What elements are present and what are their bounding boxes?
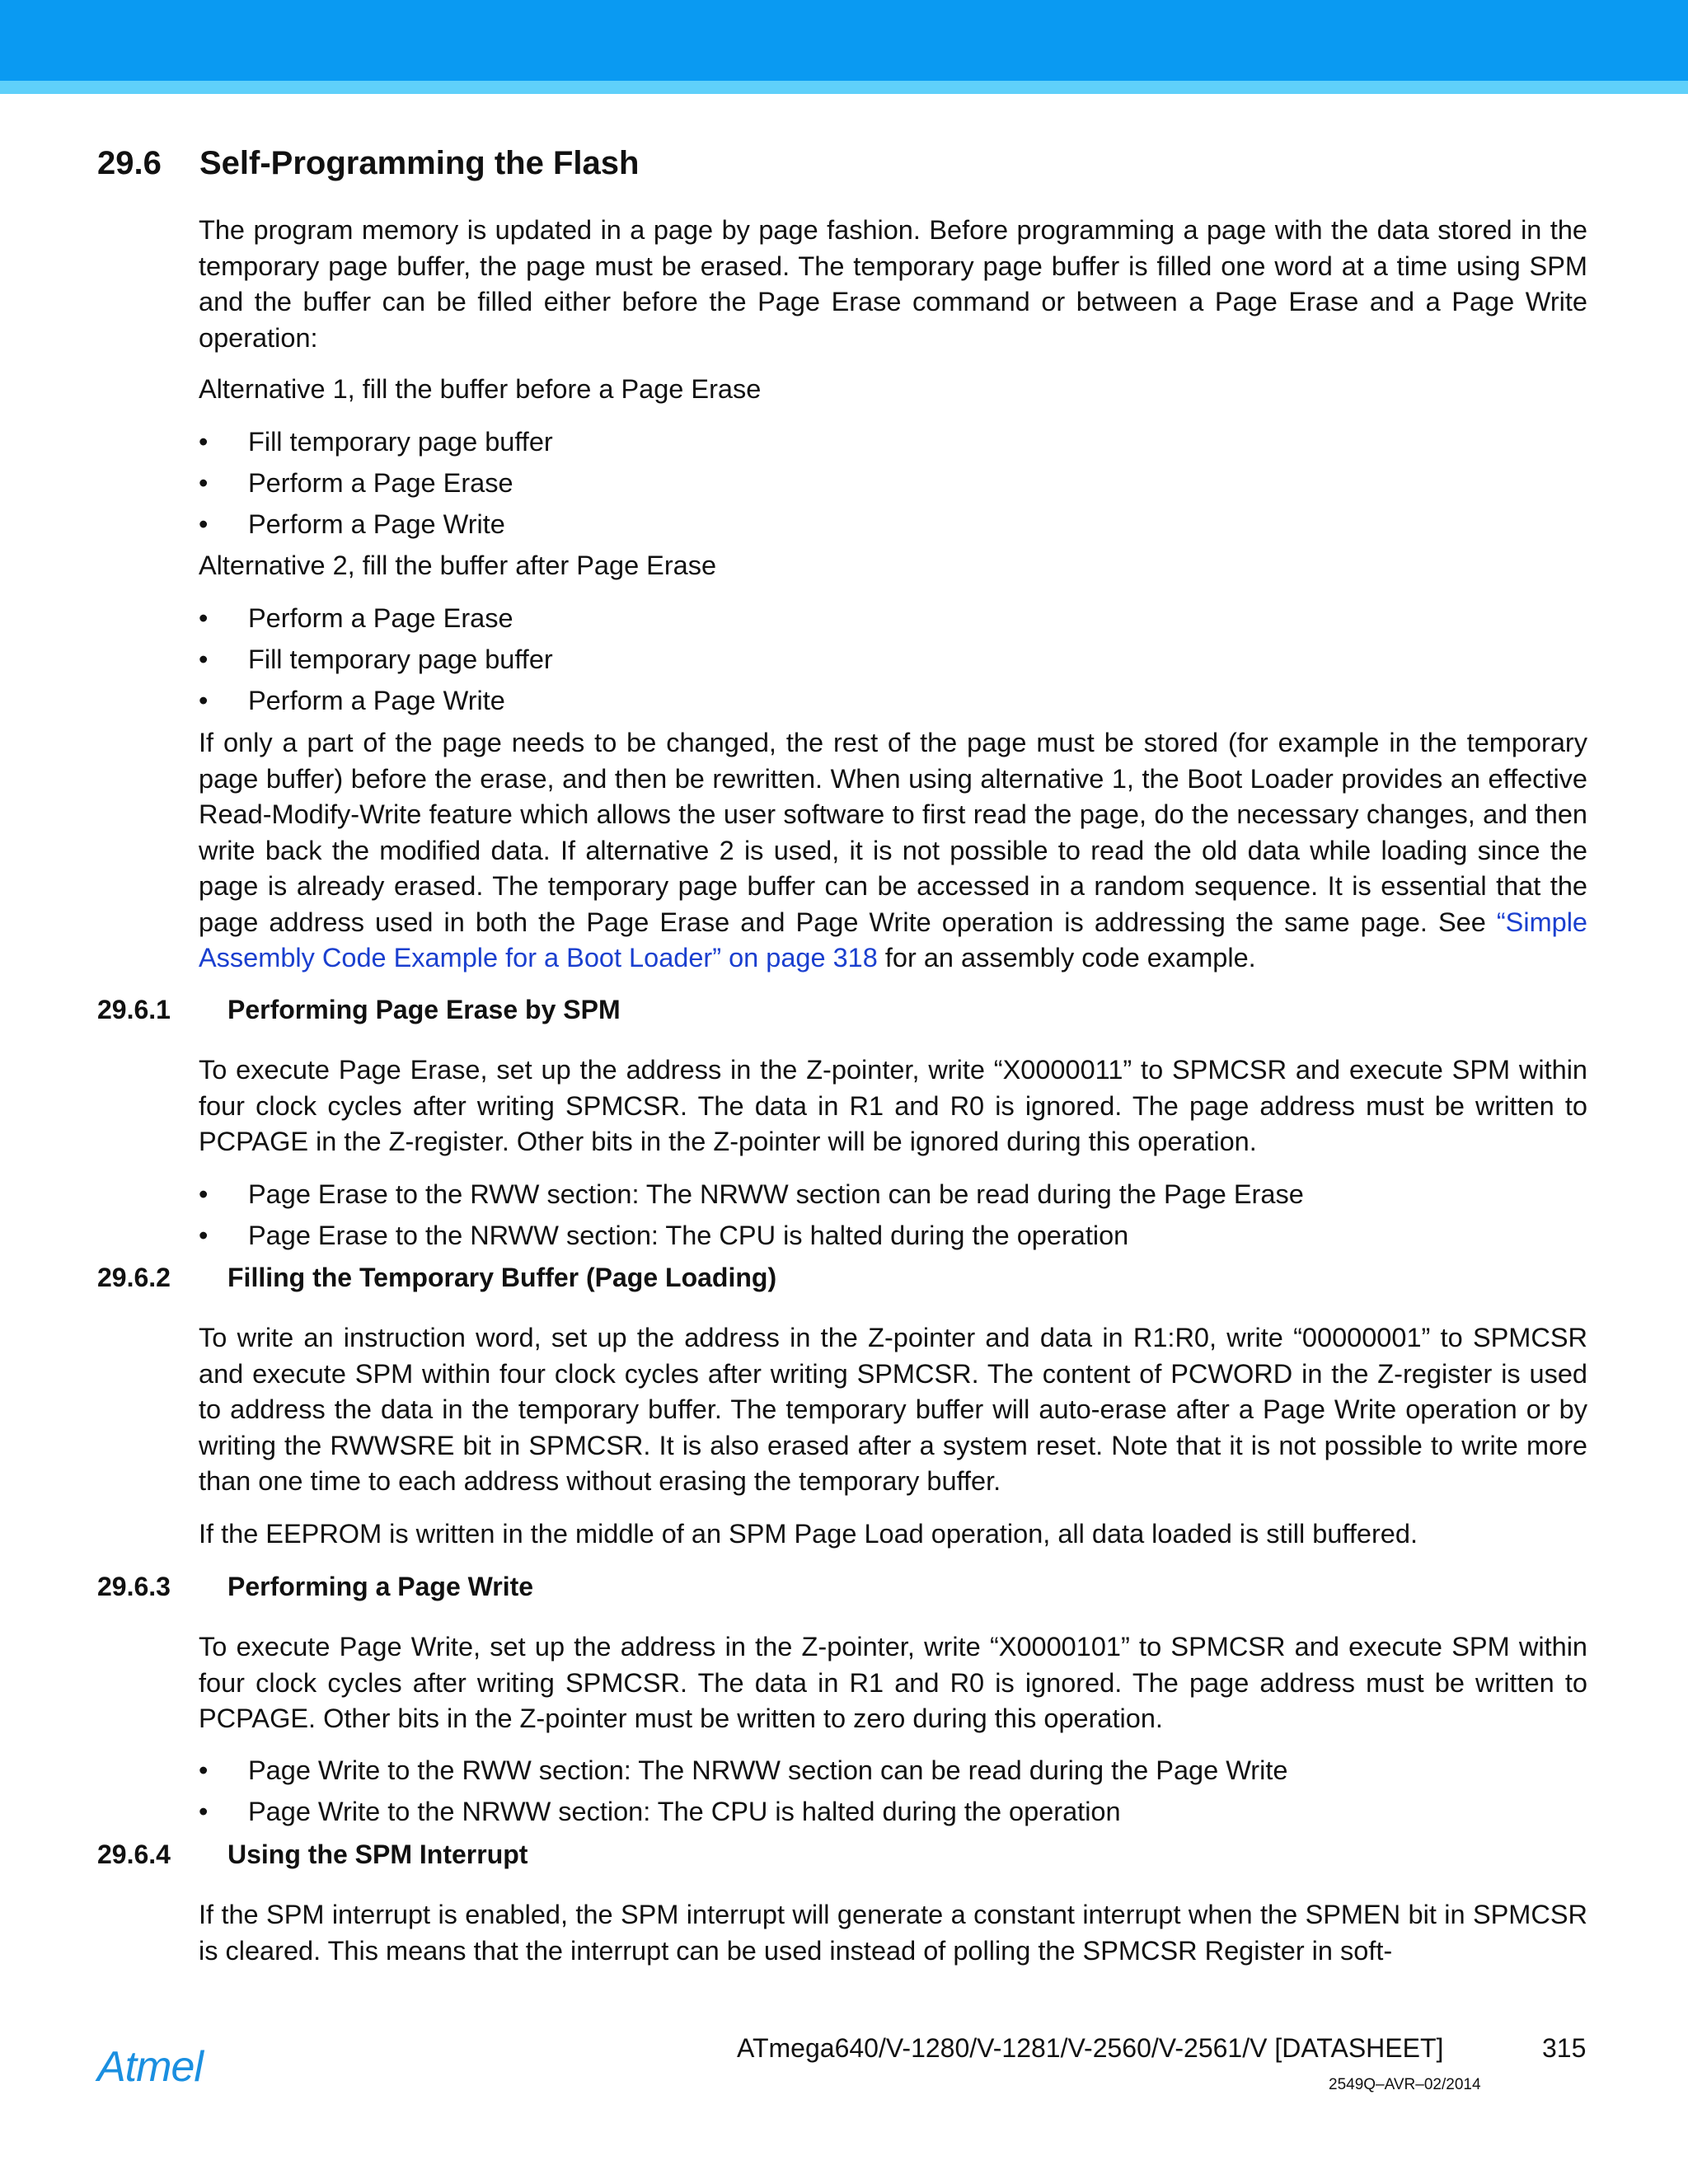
page-write-paragraph: To execute Page Write, set up the address in the Z-pointer, write “X0000101” to SPMCSR and execute SPM within four clock cycles after writing SPMCSR. The data in R1 and R0 is ignored. The page address must be written to PCPAGE. Other bits in the Z-pointer must be written to zero during this operation. — [199, 1632, 1587, 1733]
page-loading-paragraph: To write an instruction word, set up the address in the Z-pointer and data in R1:R0, write “00000001” to SPMCSR and execute SPM within four clock cycles after writing SPMCSR. The content of PCWORD in the Z-register is used to address the data in the temporary buffer. The temporary buffer will auto-erase after a Page Write operation or by writing the RWWSRE bit in SPMCSR. It is also erased after a system reset. Note that it is not possible to write more than one time to each address without erasing the temporary buffer. — [199, 1323, 1587, 1496]
footer-page-number: 315 — [1542, 2033, 1587, 2063]
list-item: • Page Erase to the RWW section: The NRWW section can be read during the Page Erase — [199, 1179, 1304, 1209]
list-item: • Page Write to the NRWW section: The CPU is halted during the operation — [199, 1797, 1121, 1826]
boot-loader-example-link[interactable]: “Simple Assembly Code Example for a Boot Loader” on page 318 — [199, 907, 1588, 972]
list-item: • Perform a Page Erase — [199, 603, 513, 633]
list-item: • Page Write to the RWW section: The NRWW section can be read during the Page Write — [199, 1755, 1288, 1785]
section-number: 29.6 — [97, 145, 162, 181]
list-item: • Fill temporary page buffer — [199, 427, 553, 457]
page-erase-paragraph: To execute Page Erase, set up the address in the Z-pointer, write “X0000011” to SPMCSR and execute SPM within four clock cycles after writing SPMCSR. The data in R1 and R0 is ignored. The page address must be written to PCPAGE in the Z-register. Other bits in the Z-pointer will be ignored during this operation. — [199, 1055, 1587, 1156]
list-item: • Perform a Page Erase — [199, 468, 513, 498]
subsection-heading-29-6-4: 29.6.4 Using the SPM Interrupt — [97, 1840, 528, 1869]
section-heading — [97, 145, 639, 182]
subsection-heading-29-6-3: 29.6.3 Performing a Page Write — [97, 1572, 534, 1601]
spm-interrupt-paragraph: If the SPM interrupt is enabled, the SPM interrupt will generate a constant interrupt when the SPMEN bit in SPMCSR is cleared. This means that the interrupt can be used instead of polling the SPMCSR Register in soft- — [199, 1900, 1587, 1966]
partial-change-paragraph: If only a part of the page needs to be changed, the rest of the page must be stored (for example in the temporary page buffer) before the erase, and then be rewritten. When using alternative 1, the Boot Loader provides an effective Read-Modify-Write feature which allows the user software to first read the page, do the necessary changes, and then write back the modified data. If alternative 2 is used, it is not possible to read the old data while loading since the page is already erased. The temporary page buffer can be accessed in a random sequence. It is essential that the page address used in both the Page Erase and Page Write operation is addressing the same page. See “Simple Assembly Code Example for a Boot Loader” on page 318 for an assembly code example. — [199, 728, 1588, 972]
header-stripe — [0, 81, 1688, 94]
footer-doc-title: ATmega640/V-1280/V-1281/V-2560/V-2561/V [DATASHEET] — [737, 2033, 1444, 2063]
alternative-1-label: Alternative 1, fill the buffer before a Page Erase — [199, 374, 762, 404]
section-intro-paragraph: The program memory is updated in a page by page fashion. Before programming a page with the data stored in the temporary page buffer, the page must be erased. The temporary page buffer is filled one word at a time using SPM and the buffer can be filled either before the Page Erase command or between a Page Erase and a Page Write operation: — [199, 215, 1587, 353]
list-item: • Page Erase to the NRWW section: The CPU is halted during the operation — [199, 1221, 1129, 1250]
subsection-heading-29-6-2: 29.6.2 Filling the Temporary Buffer (Page Loading) — [97, 1263, 777, 1292]
alternative-2-label: Alternative 2, fill the buffer after Page Erase — [199, 551, 717, 580]
list-item: • Perform a Page Write — [199, 686, 505, 715]
list-item: • Fill temporary page buffer — [199, 644, 553, 674]
list-item: • Perform a Page Write — [199, 509, 505, 539]
eeprom-note: If the EEPROM is written in the middle of an SPM Page Load operation, all data loaded is still buffered. — [199, 1519, 1418, 1549]
footer-doc-number: 2549Q–AVR–02/2014 — [1329, 2076, 1481, 2093]
section-title: Self-Programming the Flash — [199, 145, 640, 181]
atmel-logo: Atmel — [97, 2043, 203, 2091]
header-band — [0, 0, 1688, 81]
subsection-heading-29-6-1: 29.6.1 Performing Page Erase by SPM — [97, 995, 621, 1024]
